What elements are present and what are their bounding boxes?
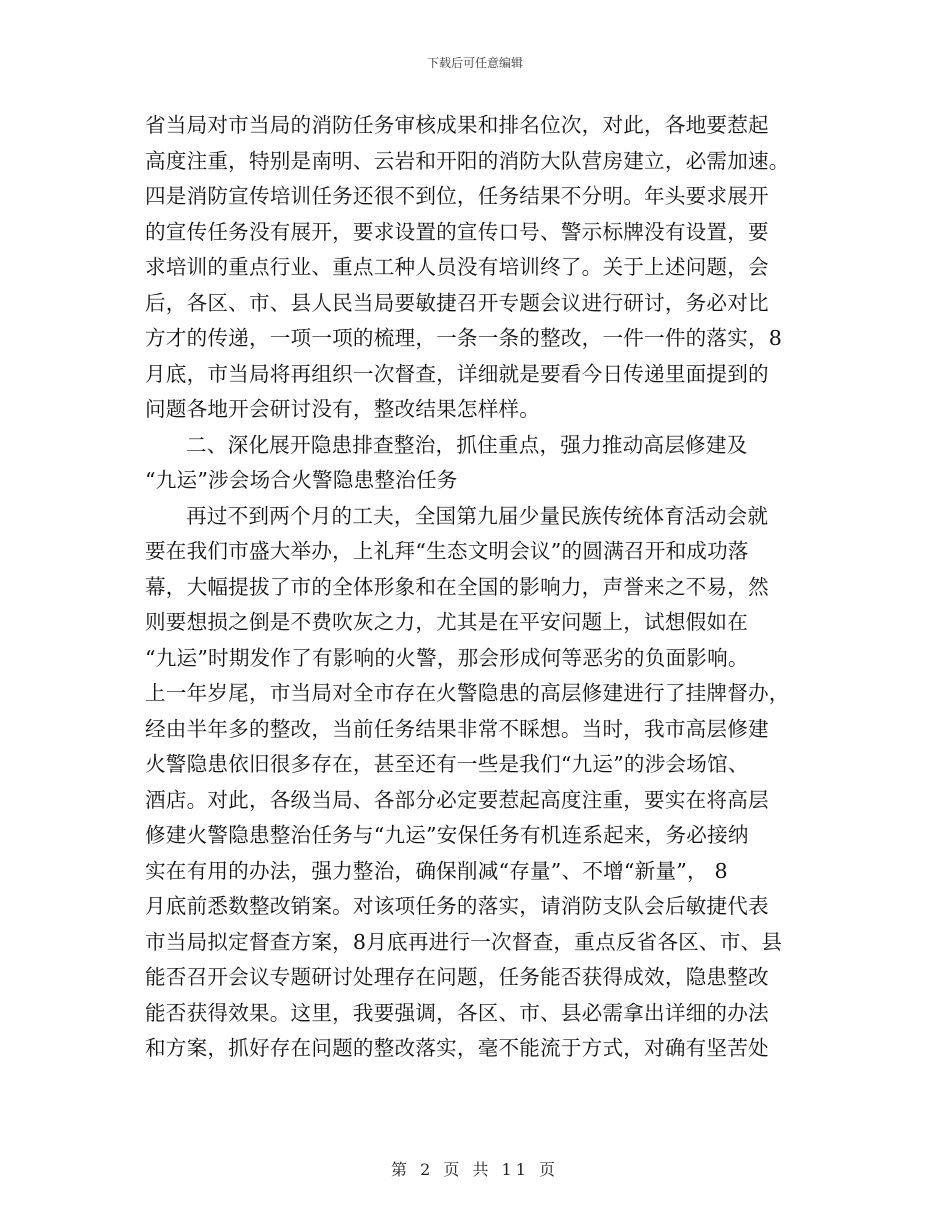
- text-line: 求培训的重点行业、重点工种人员没有培训终了。关于上述问题，会: [145, 255, 769, 279]
- text-line: 能否获得效果。这里，我要强调，各区、市、县必需拿出详细的办法: [145, 1000, 769, 1025]
- text-line: 上一年岁尾，市当局对全市存在火警隐患的高层修建进行了挂牌督办，: [145, 681, 790, 705]
- text-line: 月底前悉数整改销案。对该项任务的落实，请消防支队会后敏捷代表: [145, 894, 769, 918]
- text-line: 能否召开会议专题研讨处理存在问题，任务能否获得成效，隐患整改: [145, 965, 769, 989]
- text-line: 后，各区、市、县人民当局要敏捷召开专题会议进行研讨，务必对比: [145, 290, 769, 315]
- text-line: 要在我们市盛大举办，上礼拜“生态文明会议”的圆满召开和成功落: [145, 539, 749, 563]
- text-line: 高度注重，特别是南明、云岩和开阳的消防大队营房建立，必需加速。: [145, 148, 790, 173]
- page-header-note: 下载后可任意编辑: [426, 56, 523, 70]
- text-line: 再过不到两个月的工夫，全国第九届少量民族传统体育活动会就: [186, 503, 769, 528]
- text-line: 市当局拟定督查方案，8月底再进行一次督查，重点反省各区、市、县: [145, 929, 783, 954]
- page-number-footer: 第 2 页 共 11 页: [391, 1160, 559, 1179]
- section-heading-line: 二、深化展开隐患排查整治，抓住重点，强力推动高层修建及: [186, 432, 748, 457]
- text-line: 实在有用的办法，强力整治，确保削减“存量”、不增“新量”， 8: [145, 858, 728, 883]
- text-line: 省当局对市当局的消防任务审核成果和排名位次，对此，各地要惹起: [145, 113, 769, 137]
- text-line: 经由半年多的整改，当前任务结果非常不睬想。当时，我市高层修建: [145, 716, 769, 741]
- text-line: 修建火警隐患整治任务与“九运”安保任务有机连系起来，务必接纳: [145, 823, 749, 847]
- text-line: 酒店。对此，各级当局、各部分必定要惹起高度注重，要实在将高层: [145, 787, 769, 812]
- text-line: “九运”时期发作了有影响的火警，那会形成何等恶劣的负面影响。: [145, 645, 749, 670]
- section-heading-line: “九运”涉会场合火警隐患整治任务: [145, 468, 458, 492]
- text-line: 和方案，抓好存在问题的整改落实，毫不能流于方式，对确有坚苦处: [145, 1036, 769, 1060]
- text-line: 月底，市当局将再组织一次督查，详细就是要看今日传递里面提到的: [145, 361, 769, 386]
- text-line: 四是消防宣传培训任务还很不到位，任务结果不分明。年头要求展开: [145, 184, 769, 208]
- text-line: 的宣传任务没有展开，要求设置的宣传口号、警示标牌没有设置，要: [145, 219, 769, 244]
- text-line: 则要想损之倒是不费吹灰之力，尤其是在平安问题上，试想假如在: [145, 610, 749, 634]
- text-line: 方才的传递，一项一项的梳理，一条一条的整改，一件一件的落实，8: [145, 326, 783, 350]
- text-line: 幕，大幅提拔了市的全体形象和在全国的影响力，声誉来之不易，然: [145, 574, 769, 599]
- text-line: 问题各地开会研讨没有，整改结果怎样样。: [145, 397, 541, 421]
- text-line: 火警隐患依旧很多存在，甚至还有一些是我们“九运”的涉会场馆、: [145, 752, 749, 776]
